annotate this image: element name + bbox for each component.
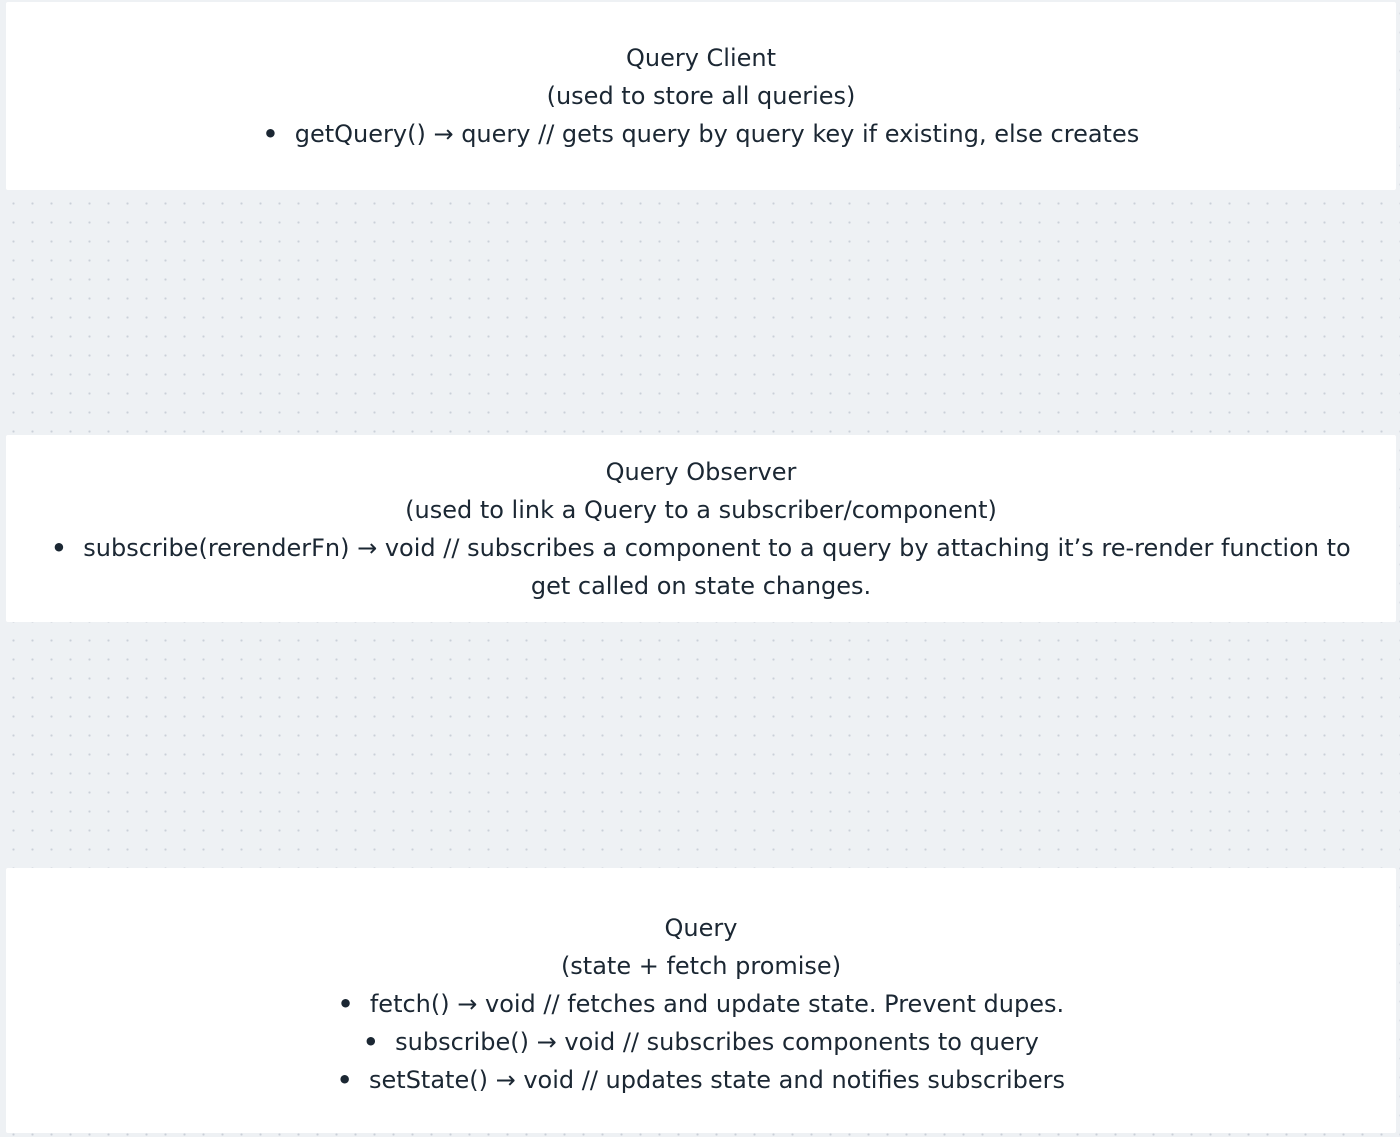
card-title: Query Observer (605, 457, 797, 486)
method-text: setState() → void // updates state and notifies subscribers (369, 1065, 1065, 1094)
bullet-icon: • (51, 533, 67, 562)
bullet-icon: • (337, 1065, 353, 1094)
query-observer-card (6, 435, 1396, 622)
bullet-icon: • (262, 120, 279, 148)
card-subtitle: (used to store all queries) (546, 82, 856, 110)
method-item (337, 1061, 1065, 1099)
query-client-card (6, 2, 1396, 190)
method-list (263, 115, 1140, 153)
bullet-icon: • (363, 1027, 379, 1056)
method-list (337, 985, 1065, 1099)
method-text: subscribe() → void // subscribes components to query (395, 1027, 1039, 1056)
method-item (263, 115, 1140, 153)
method-list (36, 529, 1366, 605)
method-item (36, 529, 1366, 605)
card-title: Query (664, 913, 738, 942)
method-item (337, 985, 1065, 1023)
method-text: getQuery() → query // gets query by query key if existing, else creates (294, 120, 1140, 148)
bullet-icon: • (337, 989, 354, 1018)
method-item (337, 1023, 1065, 1061)
card-title: Query Client (625, 44, 777, 72)
query-card (6, 868, 1396, 1133)
card-subtitle: (used to link a Query to a subscriber/component) (405, 495, 997, 524)
method-text: fetch() → void // fetches and update state. Prevent dupes. (369, 989, 1065, 1018)
card-subtitle: (state + fetch promise) (560, 951, 842, 980)
method-text: subscribe(rerenderFn) → void // subscribes a component to a query by attaching it’s re-render function to get called on state changes. (83, 533, 1351, 600)
